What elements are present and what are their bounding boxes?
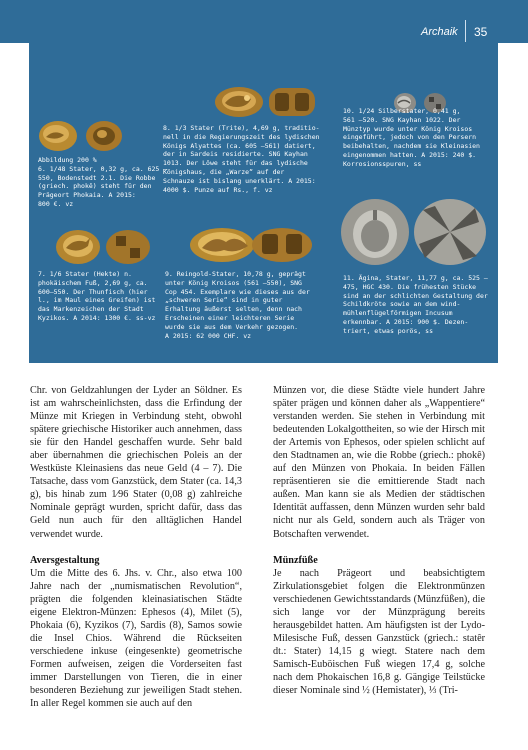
body-paragraph: Münzen vor, die diese Städte viele hundert Jahre später prägen und können daher als „Wappentiere“ verstanden werden. Sie stehen in Verbindung mit bedeutenden Lokalgottheiten, so wie der Hirsch mit der Artemis von Ephesos, oder spielen schlicht auf den Stadtnamen an, wie die Robbe (griech.: phokê) auf den Münzen von Phokaia. In beiden Fällen repräsentieren sie die emittierende Stadt nach außen. Man kann sie als Medien der städtischen Identität auffassen, denn Münzen wurden sehr bald nicht nur als Geld, sondern auch als Träger von Botschaften verwendet. [273, 385, 485, 540]
section-heading-aversgestaltung: Aversgestaltung [30, 554, 100, 566]
coin-image-11 [339, 196, 489, 268]
right-text-column [273, 384, 485, 697]
figure-caption-7: 7. 1/6 Stater (Hekte) n. phokäischem Fuß, 2,69 g, ca. 600–550. Der Thunfisch (hier l., im Maul eines Greifen) ist das Markenzeichen der Stadt Kyzikos. A 2014: 1300 €. ss-vz [38, 270, 156, 322]
figure-caption-6: Abbildung 200 % 6. 1/48 Stater, 0,32 g, ca. 625 – 550, Bodenstedt 2.1. Die Robbe (griech. phokê) steht für den Prägeort Phokaia. A 2015: 800 €. vz [38, 156, 168, 208]
body-paragraph: Um die Mitte des 6. Jhs. v. Chr., also etwa 100 Jahre nach der „numismatischen Revolution“, prägten die folgenden kleinasiatischen Städte eigene Elektron-Münzen: Ephesos (4), Milet (5), Phokaia (6), Kyzikos (7), Sardis (8), Samos sowie die Insel Chios. Während die Rückseiten verschiedene inkuse (eingesenkte) geometrische Formen aufweisen, zeigen die Vorderseiten fast immer Darstellungen von Tieren, die in einer besonderen Beziehung zur jeweiligen Stadt stehen. In aller Regel kommen sie auch auf den [30, 567, 242, 710]
running-head-section: Archaik [421, 26, 458, 38]
header-divider [465, 20, 466, 42]
coin-image-9 [188, 226, 316, 264]
figure-caption-11: 11. Ägina, Stater, 11,77 g, ca. 525 – 475, HGC 430. Die frühesten Stücke sind an der schlichten Gestaltung der Schildkröte sowie an dem wind- mühlenflügelförmigen Incusum erkennbar. A 2015: 900 $. Dezen- triert, etwas porös, ss [343, 274, 488, 335]
figure-caption-9: 9. Reingold-Stater, 10,78 g, geprägt unter König Kroisos (561 –550), SNG Cop 454. Exemplare wie dieses aus der „schweren Serie“ sind in guter Erhaltung äußerst selten, denn nach Erscheinen einer leichteren Serie wurde sie aus dem Verkehr gezogen. A 2015: 62 000 CHF. vz [165, 270, 310, 340]
figure-caption-10: 10. 1/24 Silberstater, 0,41 g, 561 –520. SNG Kayhan 1022. Der Münztyp wurde unter König Kroisos eingeführt, jedoch von den Persern beibehalten, nachdem sie Kleinasien eingenommen hatten. A 2015: 240 $. Korrosionsspuren, ss [343, 107, 480, 168]
coin-image-8 [213, 85, 319, 119]
left-text-column [30, 384, 242, 710]
page-number: 35 [474, 25, 488, 39]
coin-image-7 [54, 228, 154, 266]
body-paragraph: Je nach Prägeort und beabsichtigtem Zirkulationsgebiet folgen die Elektronmünzen verschiedenen Gewichtsstandards (Münzfüßen), die sich lange vor der Münzprägung bereits herausgebildet hatten. Am häufigsten ist der Lydo-Milesische Fuß, dessen Ganzstück (griech.: statêr dt.: Stater) 14,15 g wiegt. Statere nach dem Samisch-Euböischen Fuß wiegen 17,4 g, solche nach dem Phokaischen 16,8 g. Gängige Teilstücke dieser Nominale sind ½ (Hemistater), ⅓ (Tri- [273, 567, 485, 697]
coin-image-6 [36, 118, 128, 154]
body-paragraph: Chr. von Geldzahlungen der Lyder an Söldner. Es ist am wahrscheinlichsten, dass die Erfindung der Münze mit Kriegen in Verbindung steht, obwohl spätere griechische Historiker auch annehmen, dass sie für den Handel geschaffen wurde. Sehr bald aber übernahmen die griechischen Poleis an der Westküste Kleinasiens das neue Geld (4 – 7). Die Tatsache, dass vom Ganzstück, dem Stater (ca. 14,3 g), bis hinab zum 1⁄96 Stater (0,08 g) zahlreiche Nominale geprägt wurden, spricht dafür, dass das Geld nun auch für den alltäglichen Handel verwendet wurde. [30, 385, 242, 540]
section-heading-muenzfuesse: Münzfüße [273, 554, 318, 566]
figure-caption-8: 8. 1/3 Stater (Trite), 4,69 g, traditio- nell in die Regierungszeit des lydischen Königs Alyattes (ca. 605 –561) datiert, der in Sardeis residierte. SNG Kayhan 1013. Der Löwe steht für das lydische Königshaus, die „Warze“ auf der Schnauze ist bislang unerklärt. A 2015: 4000 $. Punze auf Rs., f. vz [163, 124, 320, 194]
